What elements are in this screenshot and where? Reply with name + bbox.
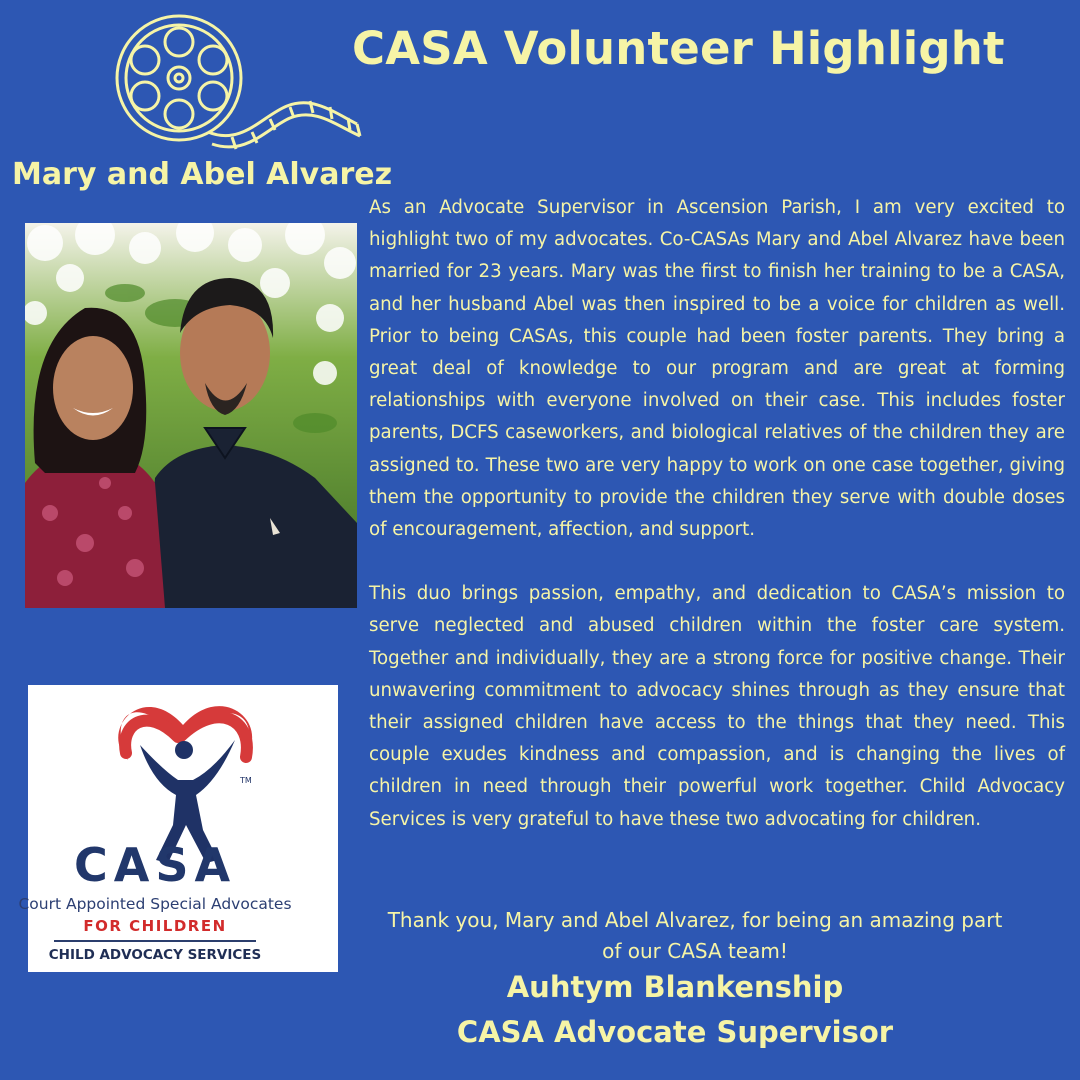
signature-title: CASA Advocate Supervisor <box>456 1015 894 1049</box>
film-reel-icon <box>112 6 367 156</box>
article-paragraph-2: This duo brings passion, empathy, and dedication to CASA’s mission to serve neglected and abused children within the foster care system. Together and individually, they are a strong force for positive change. Their unwavering commitment to advocacy shines through as they ensure that their assigned children have access to the things that they need. This couple exudes kindness and compassion, and is changing the lives of children in need through their powerful work together. Child Advocacy Services is very grateful to have these two advocating for children. <box>369 583 1065 830</box>
logo-for-children: FOR CHILDREN <box>83 917 227 935</box>
logo-divider <box>54 940 256 942</box>
thank-you-message <box>370 905 1020 967</box>
page-title: CASA Volunteer Highlight <box>352 22 1005 75</box>
signature-name: Auhtym Blankenship <box>506 970 844 1004</box>
thank-you-line-2: of our CASA team! <box>602 939 788 963</box>
couple-photo <box>25 223 357 608</box>
trademark-mark: TM <box>240 776 252 785</box>
article-body <box>369 192 1065 836</box>
thank-you-line-1: Thank you, Mary and Abel Alvarez, for being an amazing part <box>387 908 1003 932</box>
article-paragraph-1: As an Advocate Supervisor in Ascension Parish, I am very excited to highlight two of my advocates. Co-CASAs Mary and Abel Alvarez have been married for 23 years. Mary was the first to finish her training to be a CASA, and her husband Abel was then inspired to be a voice for children as well. Prior to being CASAs, this couple had been foster parents. They bring a great deal of knowledge to our program and are great at forming relationships with everyone involved on their case. This includes foster parents, DCFS caseworkers, and biological relatives of the children they are assigned to. These two are very happy to work on one case together, giving them the opportunity to provide the children they serve with double doses of encouragement, affection, and support. <box>369 197 1065 541</box>
logo-org-name: CHILD ADVOCACY SERVICES <box>48 947 262 963</box>
logo-subtitle: Court Appointed Special Advocates <box>18 895 292 913</box>
volunteer-name: Mary and Abel Alvarez <box>12 157 393 192</box>
logo-casa-text: CASA <box>73 838 237 892</box>
